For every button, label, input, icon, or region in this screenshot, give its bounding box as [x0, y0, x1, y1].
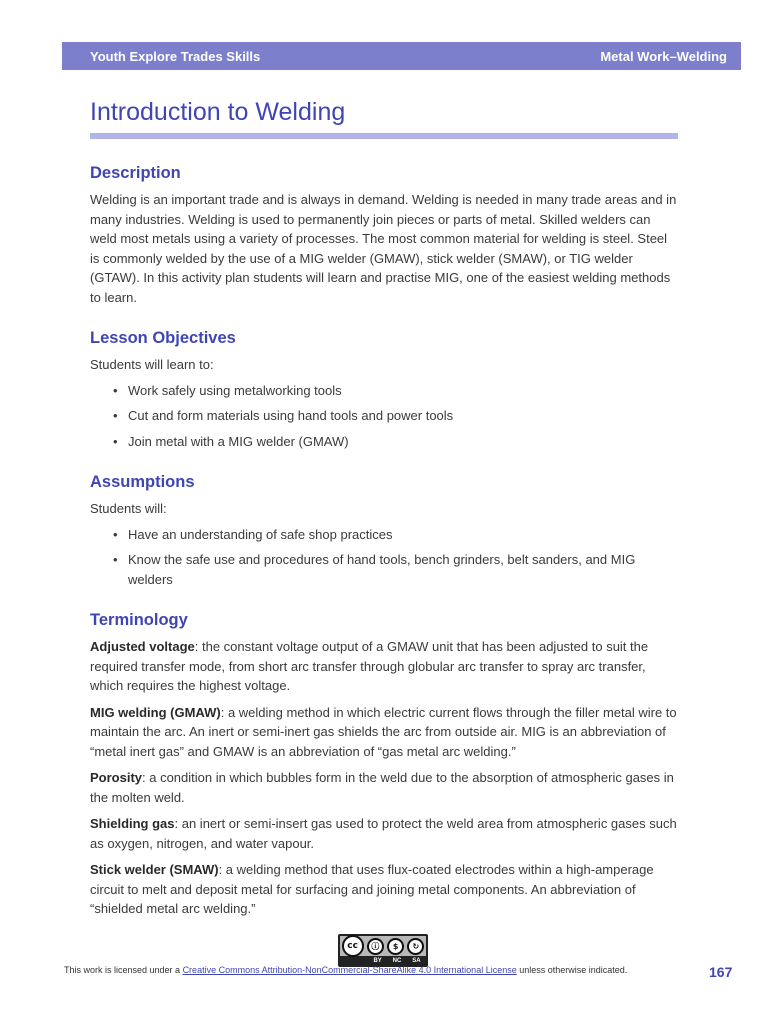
- term-name: MIG welding (GMAW): [90, 704, 221, 720]
- term-entry: [90, 860, 680, 919]
- list-item-text: Work safely using metalworking tools: [128, 382, 342, 398]
- no-dollar-icon: $: [387, 938, 404, 955]
- bullet-icon: •: [113, 382, 118, 398]
- list-item: [90, 381, 680, 401]
- page-number: 167: [709, 964, 733, 980]
- list-item: [90, 432, 680, 452]
- objectives-intro: Students will learn to:: [90, 357, 214, 372]
- assumptions-intro: Students will:: [90, 501, 167, 516]
- list-item: [90, 525, 680, 545]
- badge-label-sa: SA: [412, 958, 421, 964]
- objectives-section: [90, 327, 680, 451]
- bullet-icon: •: [113, 408, 118, 423]
- term-entry: [90, 703, 680, 762]
- term-entry: [90, 768, 680, 807]
- list-item-text: Know the safe use and procedures of hand tools, bench grinders, belt sanders, and MIG welders: [128, 552, 636, 587]
- terminology-heading: Terminology: [90, 611, 188, 629]
- term-entry: [90, 637, 680, 696]
- main-content: [90, 162, 680, 939]
- header-right-title: Metal Work–Welding: [600, 48, 727, 64]
- term-name: Stick welder (SMAW): [90, 862, 219, 877]
- footer-license-text: [64, 965, 740, 975]
- list-item-text: Join metal with a MIG welder (GMAW): [128, 433, 349, 449]
- header-left-title: Youth Explore Trades Skills: [90, 48, 261, 64]
- cc-by-nc-sa-icon[interactable]: [338, 934, 428, 967]
- person-icon: ⓘ: [367, 938, 384, 955]
- term-definition: : an inert or semi-insert gas used to protect the weld area from atmospheric gases such as oxygen, nitrogen, and water vapour.: [90, 816, 677, 851]
- bullet-icon: •: [113, 526, 118, 542]
- assumptions-heading: Assumptions: [90, 473, 195, 491]
- assumptions-list: [90, 525, 680, 590]
- description-section: [90, 162, 680, 307]
- list-item: [90, 406, 680, 426]
- description-text: Welding is an important trade and is always in demand. Welding is needed in many trade areas and in many industries. Welding is used to permanently join pieces or parts of metal. Skilled welders can weld most metals using a variety of processes. The most common material for welding is steel. Steel is commonly welded by the use of a MIG welder (GMAW), stick welder (SMAW), or TIG welder (GTAW). In this activity plan students will learn and practise MIG, one of the easiest welding methods to learn.: [90, 192, 677, 305]
- bullet-icon: •: [113, 552, 118, 567]
- term-entry: [90, 814, 680, 853]
- term-name: Adjusted voltage: [90, 639, 195, 654]
- header-bar: [62, 42, 741, 70]
- share-alike-icon: ↻: [407, 938, 424, 955]
- term-definition: : a welding method that uses flux-coated electrodes within a high-amperage circuit to melt and deposit metal for surfacing and joining metal components. An abbreviation of “shielded metal arc welding.”: [90, 862, 654, 916]
- badge-label-by: BY: [373, 958, 382, 964]
- list-item-text: Cut and form materials using hand tools and power tools: [128, 408, 454, 423]
- term-name: Porosity: [90, 770, 143, 785]
- cc-icon: cc: [342, 935, 364, 957]
- list-item: [90, 550, 680, 589]
- objectives-heading: Lesson Objectives: [90, 329, 236, 347]
- footer-text-after: unless otherwise indicated.: [516, 965, 628, 975]
- badge-label-nc: NC: [392, 958, 402, 964]
- description-heading: Description: [90, 164, 181, 182]
- footer-text-before: This work is licensed under a: [64, 965, 183, 975]
- list-item-text: Have an understanding of safe shop practices: [128, 526, 393, 542]
- terminology-section: [90, 609, 680, 919]
- title-rule: [90, 133, 678, 139]
- term-definition: : a condition in which bubbles form in the weld due to the absorption of atmospheric gases in the molten weld.: [90, 770, 674, 805]
- page-title: Introduction to Welding: [90, 98, 346, 126]
- bullet-icon: •: [113, 433, 118, 449]
- term-definition: : the constant voltage output of a GMAW unit that has been adjusted to suit the required transfer mode, from short arc transfer through globular arc transfer to spray arc transfer, which requires the highest voltage.: [90, 639, 649, 693]
- term-definition: : a welding method in which electric current flows through the filler metal wire to maintain the arc. An inert or semi-inert gas shields the arc from outside air. MIG is an abbreviation of “metal inert gas” and GMAW is an abbreviation of “gas metal arc welding.”: [90, 704, 677, 759]
- objectives-list: [90, 381, 680, 452]
- term-name: Shielding gas: [90, 816, 175, 831]
- license-link[interactable]: Creative Commons Attribution-NonCommercial-ShareAlike 4.0 International License: [182, 965, 517, 975]
- assumptions-section: [90, 471, 680, 589]
